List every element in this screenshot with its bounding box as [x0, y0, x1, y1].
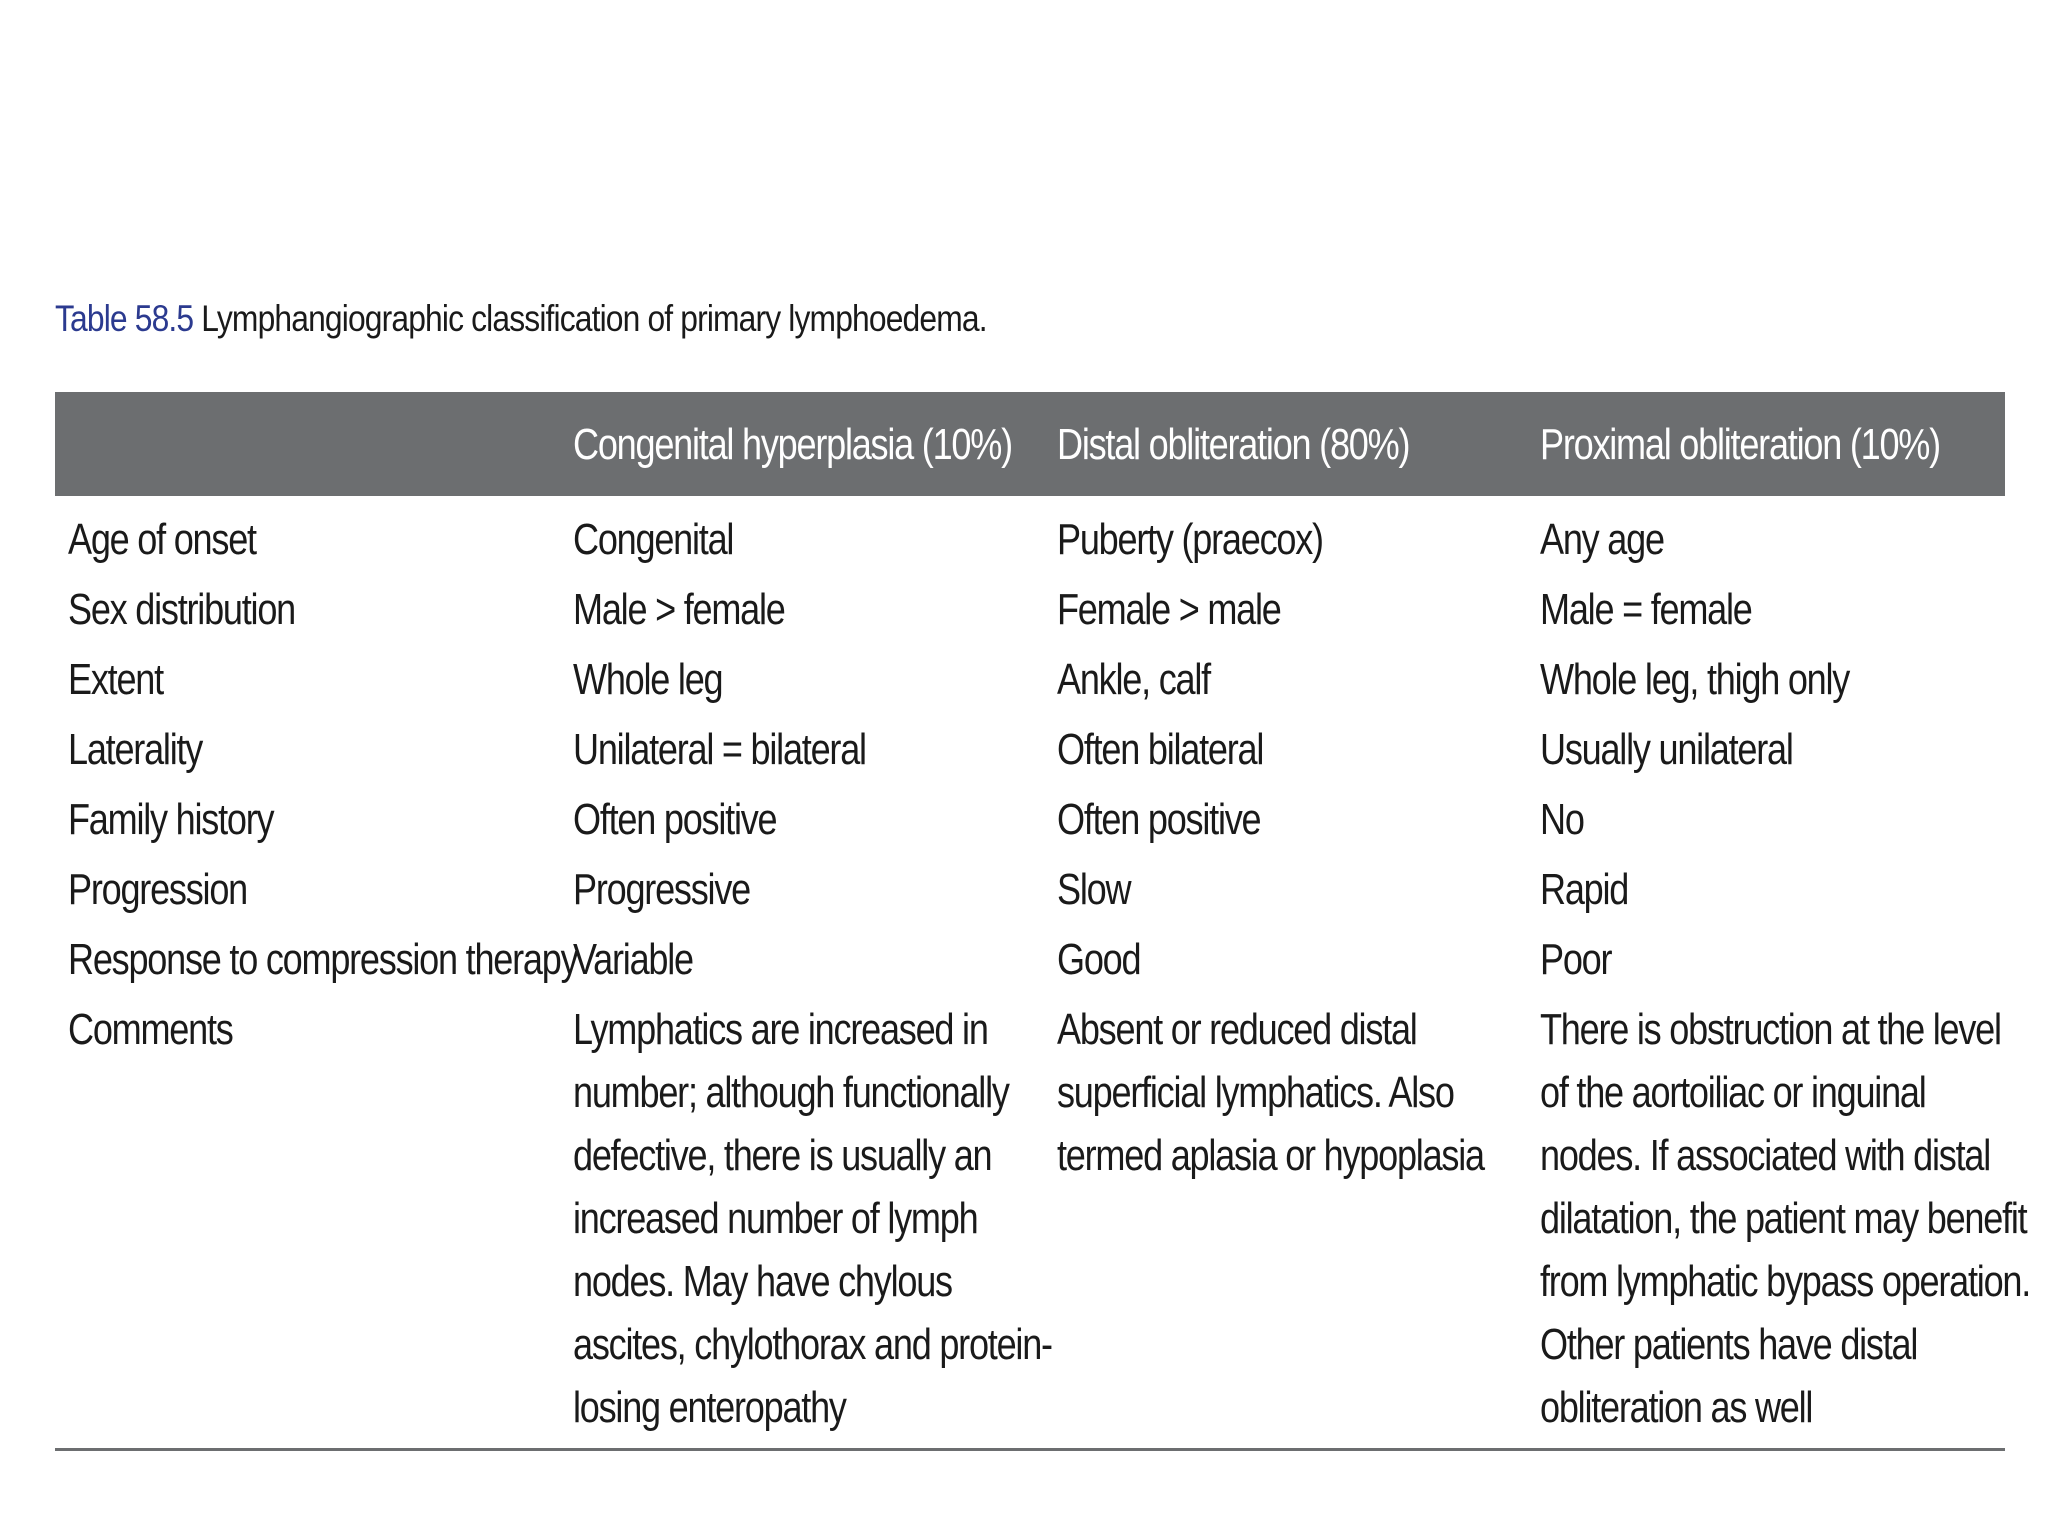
row-label: Age of onset	[68, 515, 256, 564]
table-caption	[55, 298, 987, 340]
table-cell: Usually unilateral	[1540, 725, 1793, 774]
table-cell: Puberty (praecox)	[1057, 515, 1323, 564]
table-cell: Male > female	[573, 585, 785, 634]
table-cell: from lymphatic bypass operation.	[1540, 1257, 2031, 1306]
table-cell: Female > male	[1057, 585, 1281, 634]
table-cell: obliteration as well	[1540, 1383, 1813, 1432]
row-label: Laterality	[68, 725, 203, 774]
table-bottom-rule	[55, 1448, 2005, 1451]
row-label: Sex distribution	[68, 585, 295, 634]
table-cell: Other patients have distal	[1540, 1320, 1918, 1369]
table-cell: Rapid	[1540, 865, 1629, 914]
column-header-proximal-obliteration: Proximal obliteration (10%)	[1540, 420, 1940, 469]
table-cell: losing enteropathy	[573, 1383, 846, 1432]
table-cell: increased number of lymph	[573, 1194, 978, 1243]
row-label: Comments	[68, 1005, 233, 1054]
table-cell: ascites, chylothorax and protein-	[573, 1320, 1052, 1369]
table-cell: Often bilateral	[1057, 725, 1264, 774]
table-cell: nodes. If associated with distal	[1540, 1131, 1991, 1180]
table-cell: Progressive	[573, 865, 750, 914]
table-cell: Absent or reduced distal	[1057, 1005, 1417, 1054]
table-cell: Ankle, calf	[1057, 655, 1210, 704]
table-cell: There is obstruction at the level	[1540, 1005, 2001, 1054]
table-title: Lymphangiographic classification of primary lymphoedema.	[201, 298, 987, 339]
row-label: Extent	[68, 655, 163, 704]
table-cell: Whole leg	[573, 655, 723, 704]
column-header-distal-obliteration: Distal obliteration (80%)	[1057, 420, 1410, 469]
row-label: Progression	[68, 865, 247, 914]
row-label: Family history	[68, 795, 274, 844]
table-cell: Often positive	[1057, 795, 1261, 844]
table-cell: Whole leg, thigh only	[1540, 655, 1850, 704]
column-header-congenital-hyperplasia: Congenital hyperplasia (10%)	[573, 420, 1012, 469]
table-cell: of the aortoiliac or inguinal	[1540, 1068, 1926, 1117]
table-cell: Poor	[1540, 935, 1612, 984]
table-number: Table 58.5	[55, 298, 194, 339]
table-cell: superficial lymphatics. Also	[1057, 1068, 1454, 1117]
table-cell: Unilateral = bilateral	[573, 725, 866, 774]
table-cell: Male = female	[1540, 585, 1752, 634]
table-cell: Variable	[573, 935, 693, 984]
table-cell: Slow	[1057, 865, 1131, 914]
table-cell: Lymphatics are increased in	[573, 1005, 988, 1054]
table-cell: nodes. May have chylous	[573, 1257, 952, 1306]
table-cell: Congenital	[573, 515, 734, 564]
table-cell: Good	[1057, 935, 1141, 984]
table-cell: Any age	[1540, 515, 1664, 564]
table-cell: defective, there is usually an	[573, 1131, 992, 1180]
table-cell: Often positive	[573, 795, 777, 844]
table-cell: termed aplasia or hypoplasia	[1057, 1131, 1484, 1180]
table-cell: No	[1540, 795, 1584, 844]
table-cell: dilatation, the patient may benefit	[1540, 1194, 2027, 1243]
table-cell: number; although functionally	[573, 1068, 1009, 1117]
row-label: Response to compression therapy	[68, 935, 578, 984]
